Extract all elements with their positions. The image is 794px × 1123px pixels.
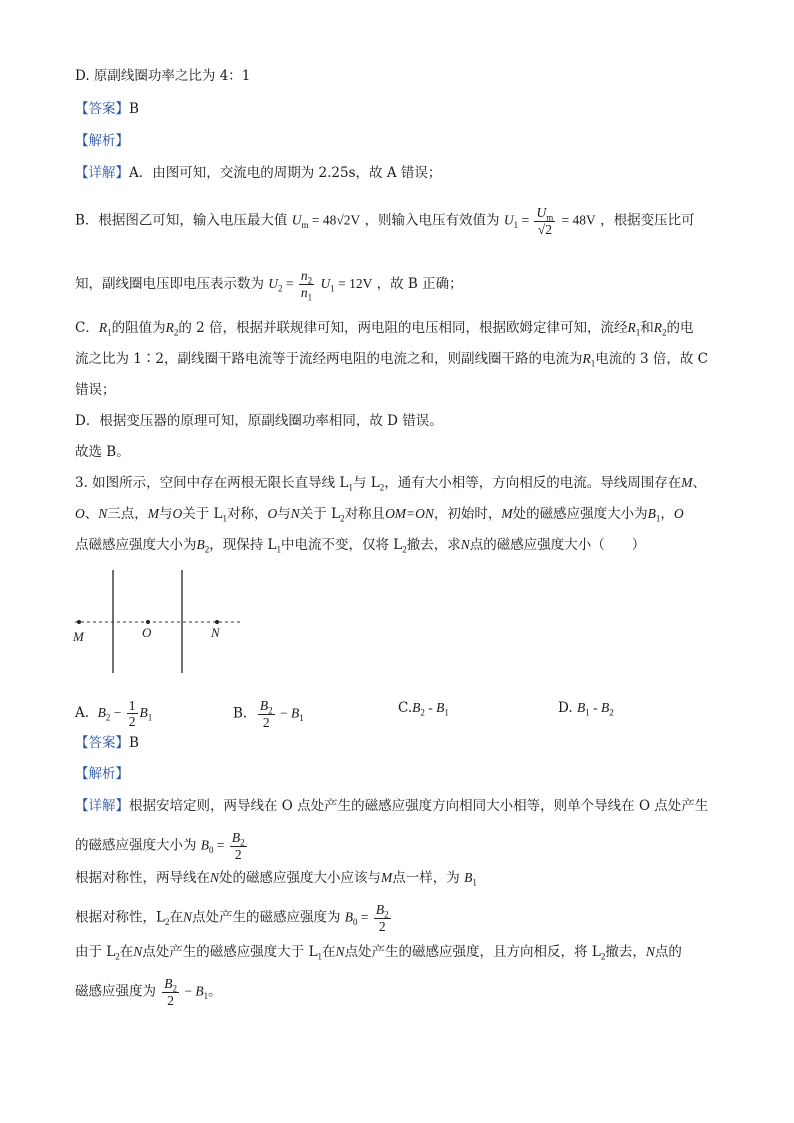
answer-value: B bbox=[129, 101, 139, 117]
q3-line2: O、N三点，M与O关于 $L_1$对称，O与N关于 $L_2$对称且OM=ON，初始时，M处的磁感应强度大小为$B_1$，O bbox=[75, 506, 684, 524]
analysis-tag-q3: 【解析】 bbox=[75, 766, 129, 782]
fraction: $\frac{U_m}{√2}$ bbox=[536, 205, 554, 237]
label-n: N bbox=[211, 625, 220, 640]
answer-line-q3: 【答案】B bbox=[75, 735, 139, 751]
detail-b-line2: 知，副线圈电压即电压表示数为 $U_2$ = $\frac{n_2}{n_1}$ $U_1 = 12V$ ，故 B 正确； bbox=[75, 268, 463, 303]
label-o: O bbox=[142, 625, 152, 640]
point-o bbox=[146, 620, 150, 624]
detail-c-line2: 流之比为 1∶2，副线圈干路电流等于流经两电阻的电流之和，则副线圈干路的电流为$R_1$电流的 3 倍，故 C bbox=[75, 351, 709, 369]
option-a: A. $B_2$ − $\frac{1}{2}$ $B_1$ bbox=[75, 698, 153, 729]
q3-line1: 3. 如图所示，空间中存在两根无限长直导线 $L_1$与 $L_2$，通有大小相等，方向相反的电流。导线周围存在M、 bbox=[75, 475, 706, 493]
point-n bbox=[215, 620, 219, 624]
q3-solution-6: 磁感应强度为 $\frac{B_2}{2}$ − $B_1$。 bbox=[75, 976, 222, 1008]
q3-line3: 点磁感应强度大小为$B_2$，现保持 $L_1$中电流不变，仅将 $L_2$撤去，求N点的磁感应强度大小（ ） bbox=[75, 537, 646, 555]
option-b: B. $\frac{B_2}{2}$ − $B_1$ bbox=[233, 698, 304, 730]
option-d: D. 原副线圈功率之比为 4：1 bbox=[75, 68, 251, 84]
q3-solution-3: 根据对称性，两导线在N处的磁感应强度大小应该与M点一样，为 $B_1$ bbox=[75, 870, 477, 888]
option-c: $C.B_2 - B_1$ bbox=[398, 700, 449, 718]
detail-c-line1: C．$R_1$的阻值为$R_2$的 2 倍，根据并联规律可知，两电阻的电压相同，根据欧姆定律可知，流经$R_1$和$R_2$的电 bbox=[75, 320, 694, 338]
wire-figure bbox=[70, 565, 250, 677]
q3-options bbox=[0, 698, 794, 728]
q3-solution-4: 根据对称性，$L_2$在N点处产生的磁感应强度为 $B_0$ = $\frac{B_2}{2}$ bbox=[75, 902, 389, 934]
detail-c-line3: 错误； bbox=[75, 382, 116, 398]
analysis-tag: 【解析】 bbox=[75, 133, 129, 149]
choose-b: 故选 B。 bbox=[75, 444, 130, 460]
detail-a: 【详解】A．由图可知，交流电的周期为 2.25s，故 A 错误； bbox=[75, 165, 442, 181]
detail-d: D．根据变压器的原理可知，原副线圈功率相同，故 D 错误。 bbox=[75, 413, 443, 429]
q3-solution-2: 的磁感应强度大小为 $B_0$ = $\frac{B_2}{2}$ bbox=[75, 830, 245, 862]
option-d-q3: D. $B_1 - B_2$ bbox=[558, 700, 614, 718]
fraction: $\frac{n_2}{n_1}$ bbox=[300, 268, 313, 303]
answer-tag: 【答案】 bbox=[75, 101, 129, 117]
q3-solution-5: 由于 $L_2$在N点处产生的磁感应强度大于 $L_1$在N点处产生的磁感应强度，且方向相反，将 $L_2$撤去，N点的 bbox=[75, 944, 682, 962]
answer-line-q2 bbox=[75, 99, 139, 119]
q3-solution-1: 【详解】根据安培定则，两导线在 O 点处产生的磁感应强度方向相同大小相等，则单个导线在 O 点处产生 bbox=[75, 798, 709, 814]
detail-b-line1: B．根据图乙可知，输入电压最大值 $U_m = 48√2V$ ，则输入电压有效值为 $U_1$ = $\frac{U_m}{√2}$ = 48V ，根据变压比可 bbox=[75, 205, 695, 237]
label-m: M bbox=[73, 629, 84, 644]
point-m bbox=[77, 620, 81, 624]
